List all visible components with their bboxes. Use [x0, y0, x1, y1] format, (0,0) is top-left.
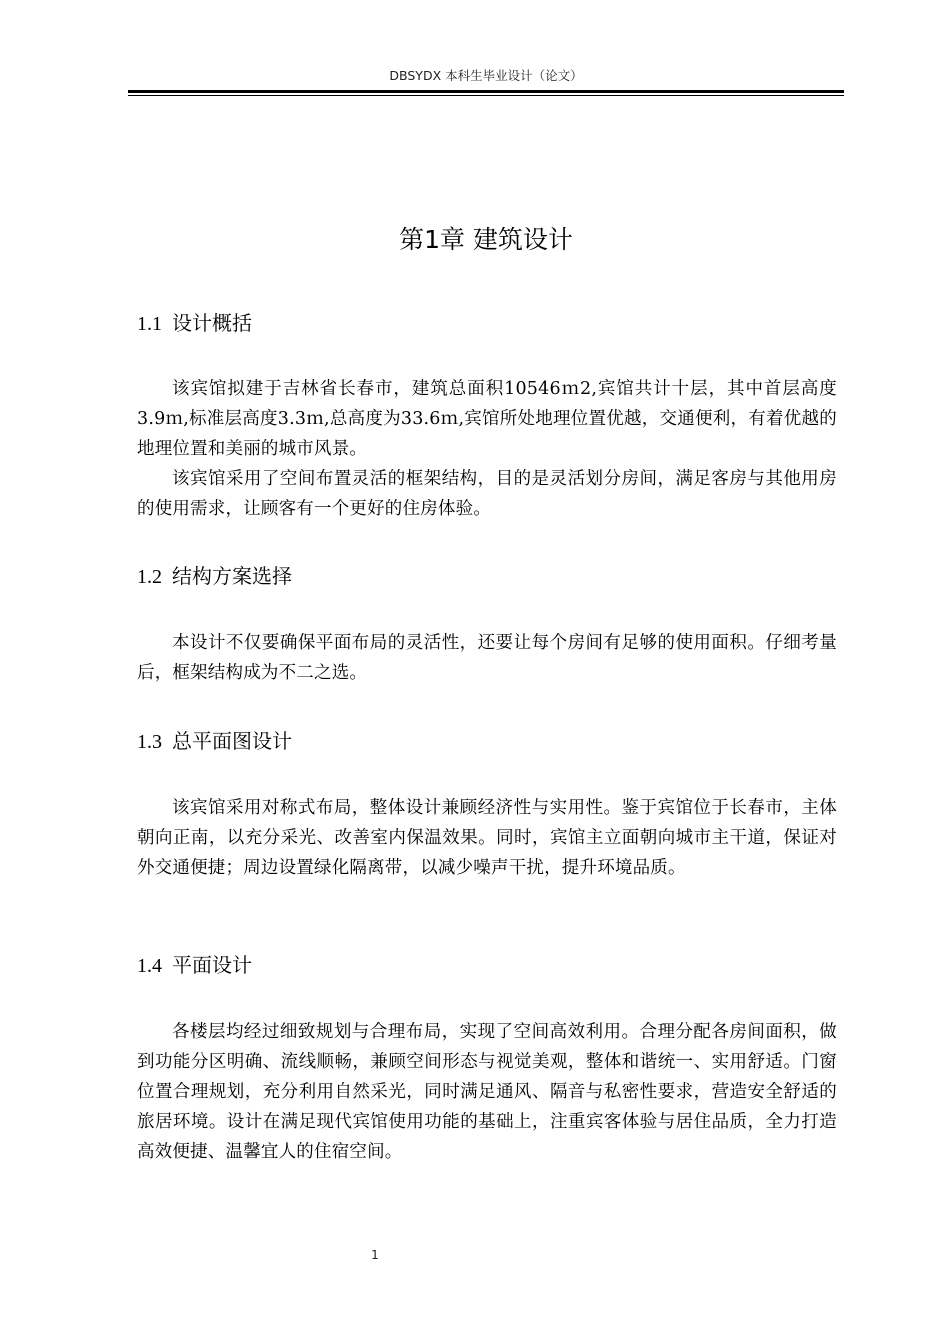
chapter-title: 第1章 建筑设计: [399, 225, 573, 254]
section-1-3: [137, 726, 837, 757]
section-heading: [137, 726, 837, 757]
paragraph: 各楼层均经过细致规划与合理布局，实现了空间高效利用。合理分配各房间面积，做到功能分区明确、流线顺畅，兼顾空间形态与视觉美观，整体和谐统一、实用舒适。门窗位置合理规划，充分利用自然采光，同时满足通风、隔音与私密性要求，营造安全舒适的旅居环境。设计在满足现代宾馆使用功能的基础上，注重宾客体验与居住品质，全力打造高效便捷、温馨宜人的住宿空间。: [137, 1022, 837, 1162]
section-1-1-body: [137, 374, 837, 524]
section-number: 1.4: [137, 955, 162, 977]
section-title: 结构方案选择: [172, 564, 292, 588]
section-title: 平面设计: [172, 953, 252, 977]
paragraph: 该宾馆拟建于吉林省长春市，建筑总面积10546ｍ2,宾馆共计十层，其中首层高度3.9ｍ,标准层高度3.3ｍ,总高度为33.6ｍ,宾馆所处地理位置优越，交通便利，有着优越的地理位置和美丽的城市风景。: [137, 379, 837, 459]
page-number: 1: [371, 1248, 379, 1262]
section-number: 1.3: [137, 731, 162, 753]
section-heading: [137, 561, 837, 592]
section-1-4-body: [137, 1017, 837, 1167]
header-rule-thick: [128, 90, 844, 93]
paragraph: 本设计不仅要确保平面布局的灵活性，还要让每个房间有足够的使用面积。仔细考量后，框架结构成为不二之选。: [137, 633, 837, 683]
section-number: 1.1: [137, 313, 162, 335]
section-1-4: [137, 950, 837, 981]
section-1-1: [137, 308, 837, 339]
section-1-2: [137, 561, 837, 592]
section-heading: [137, 950, 837, 981]
section-number: 1.2: [137, 566, 162, 588]
running-header: DBSYDX 本科生毕业设计（论文）: [389, 68, 583, 83]
header-rule-thin: [128, 95, 844, 96]
section-1-3-body: [137, 793, 837, 883]
section-title: 总平面图设计: [172, 729, 292, 753]
paragraph: 该宾馆采用对称式布局，整体设计兼顾经济性与实用性。鉴于宾馆位于长春市，主体朝向正南，以充分采光、改善室内保温效果。同时，宾馆主立面朝向城市主干道，保证对外交通便捷；周边设置绿化隔离带，以减少噪声干扰，提升环境品质。: [137, 798, 837, 878]
paragraph: 该宾馆采用了空间布置灵活的框架结构，目的是灵活划分房间，满足客房与其他用房的使用需求，让顾客有一个更好的住房体验。: [137, 469, 837, 519]
section-1-2-body: [137, 628, 837, 688]
section-heading: [137, 308, 837, 339]
section-title: 设计概括: [172, 311, 252, 335]
